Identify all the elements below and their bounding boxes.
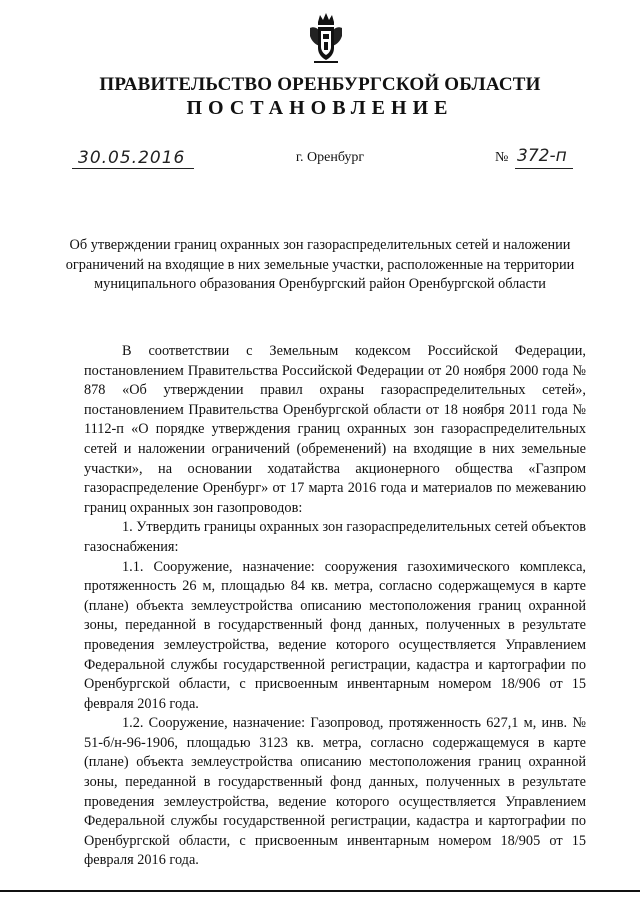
date-underline (72, 168, 194, 169)
number-underline (515, 168, 573, 169)
document-type-heading: ПОСТАНОВЛЕНИЕ (186, 97, 454, 119)
paragraph-item-1-1: 1.1. Сооружение, назначение: сооружения газохимического комплекса, протяженность 26 м, площадью 84 кв. метра, согласно содержащемуся в карте (плане) объекта землеустройства описанию местоположения границ охранной зоны, переданной в государственный фонд данных, полученных в результате проведения землеустройства, ведение которого осуществляется Управлением Федеральной службы государственной регистрации, кадастра и картографии по Оренбургской области, с присвоенным инвентарным номером 18/906 от 15 февраля 2016 года. (84, 558, 586, 712)
paragraph-preamble: В соответствии с Земельным кодексом Российской Федерации, постановлением Правительства Российской Федерации от 20 ноября 2000 года № 878 «Об утверждении правил охраны газораспределительных сетей», постановлением Правительства Оренбургской области от 18 ноября 2011 года № 1112-п «О порядке утверждения границ охранных зон газораспределительных сетей и наложении ограничений (обременений) на входящие в них земельные участки», на основании ходатайства акционерного общества «Газпром газораспределение Оренбург» от 17 марта 2016 года и материалов по межеванию границ охранных зон газопроводов: (84, 343, 586, 516)
paragraph-item-1: 1. Утвердить границы охранных зон газораспределительных сетей объектов газоснабжения: (84, 519, 586, 555)
document-number: 372-п (517, 146, 567, 166)
document-date: 30.05.2016 (78, 148, 186, 168)
document-subject: Об утверждении границ охранных зон газораспределительных сетей и наложении ограничений на входящие в них земельные участки, расположенные на территории муниципального образования Оренбургский район Оренбургской области (65, 237, 575, 293)
city-label: г. Оренбург (295, 150, 365, 165)
coat-of-arms-icon (306, 12, 346, 66)
page-bottom-rule (0, 890, 640, 892)
number-prefix: № (495, 150, 509, 165)
document-body (84, 342, 586, 871)
organization-title: ПРАВИТЕЛЬСТВО ОРЕНБУРГСКОЙ ОБЛАСТИ (99, 74, 541, 95)
paragraph-item-1-2: 1.2. Сооружение, назначение: Газопровод, протяженность 627,1 м, инв. № 51-б/н-96-1906, площадью 3123 кв. метра, согласно содержащемуся в карте (плане) объекта землеустройства описанию местоположения границ охранной зоны, переданной в государственный фонд данных, полученных в результате проведения землеустройства, ведение которого осуществляется Управлением Федеральной службы государственной регистрации, кадастра и картографии по Оренбургской области, с присвоенным инвентарным номером 18/905 от 15 февраля 2016 года. (84, 715, 586, 869)
